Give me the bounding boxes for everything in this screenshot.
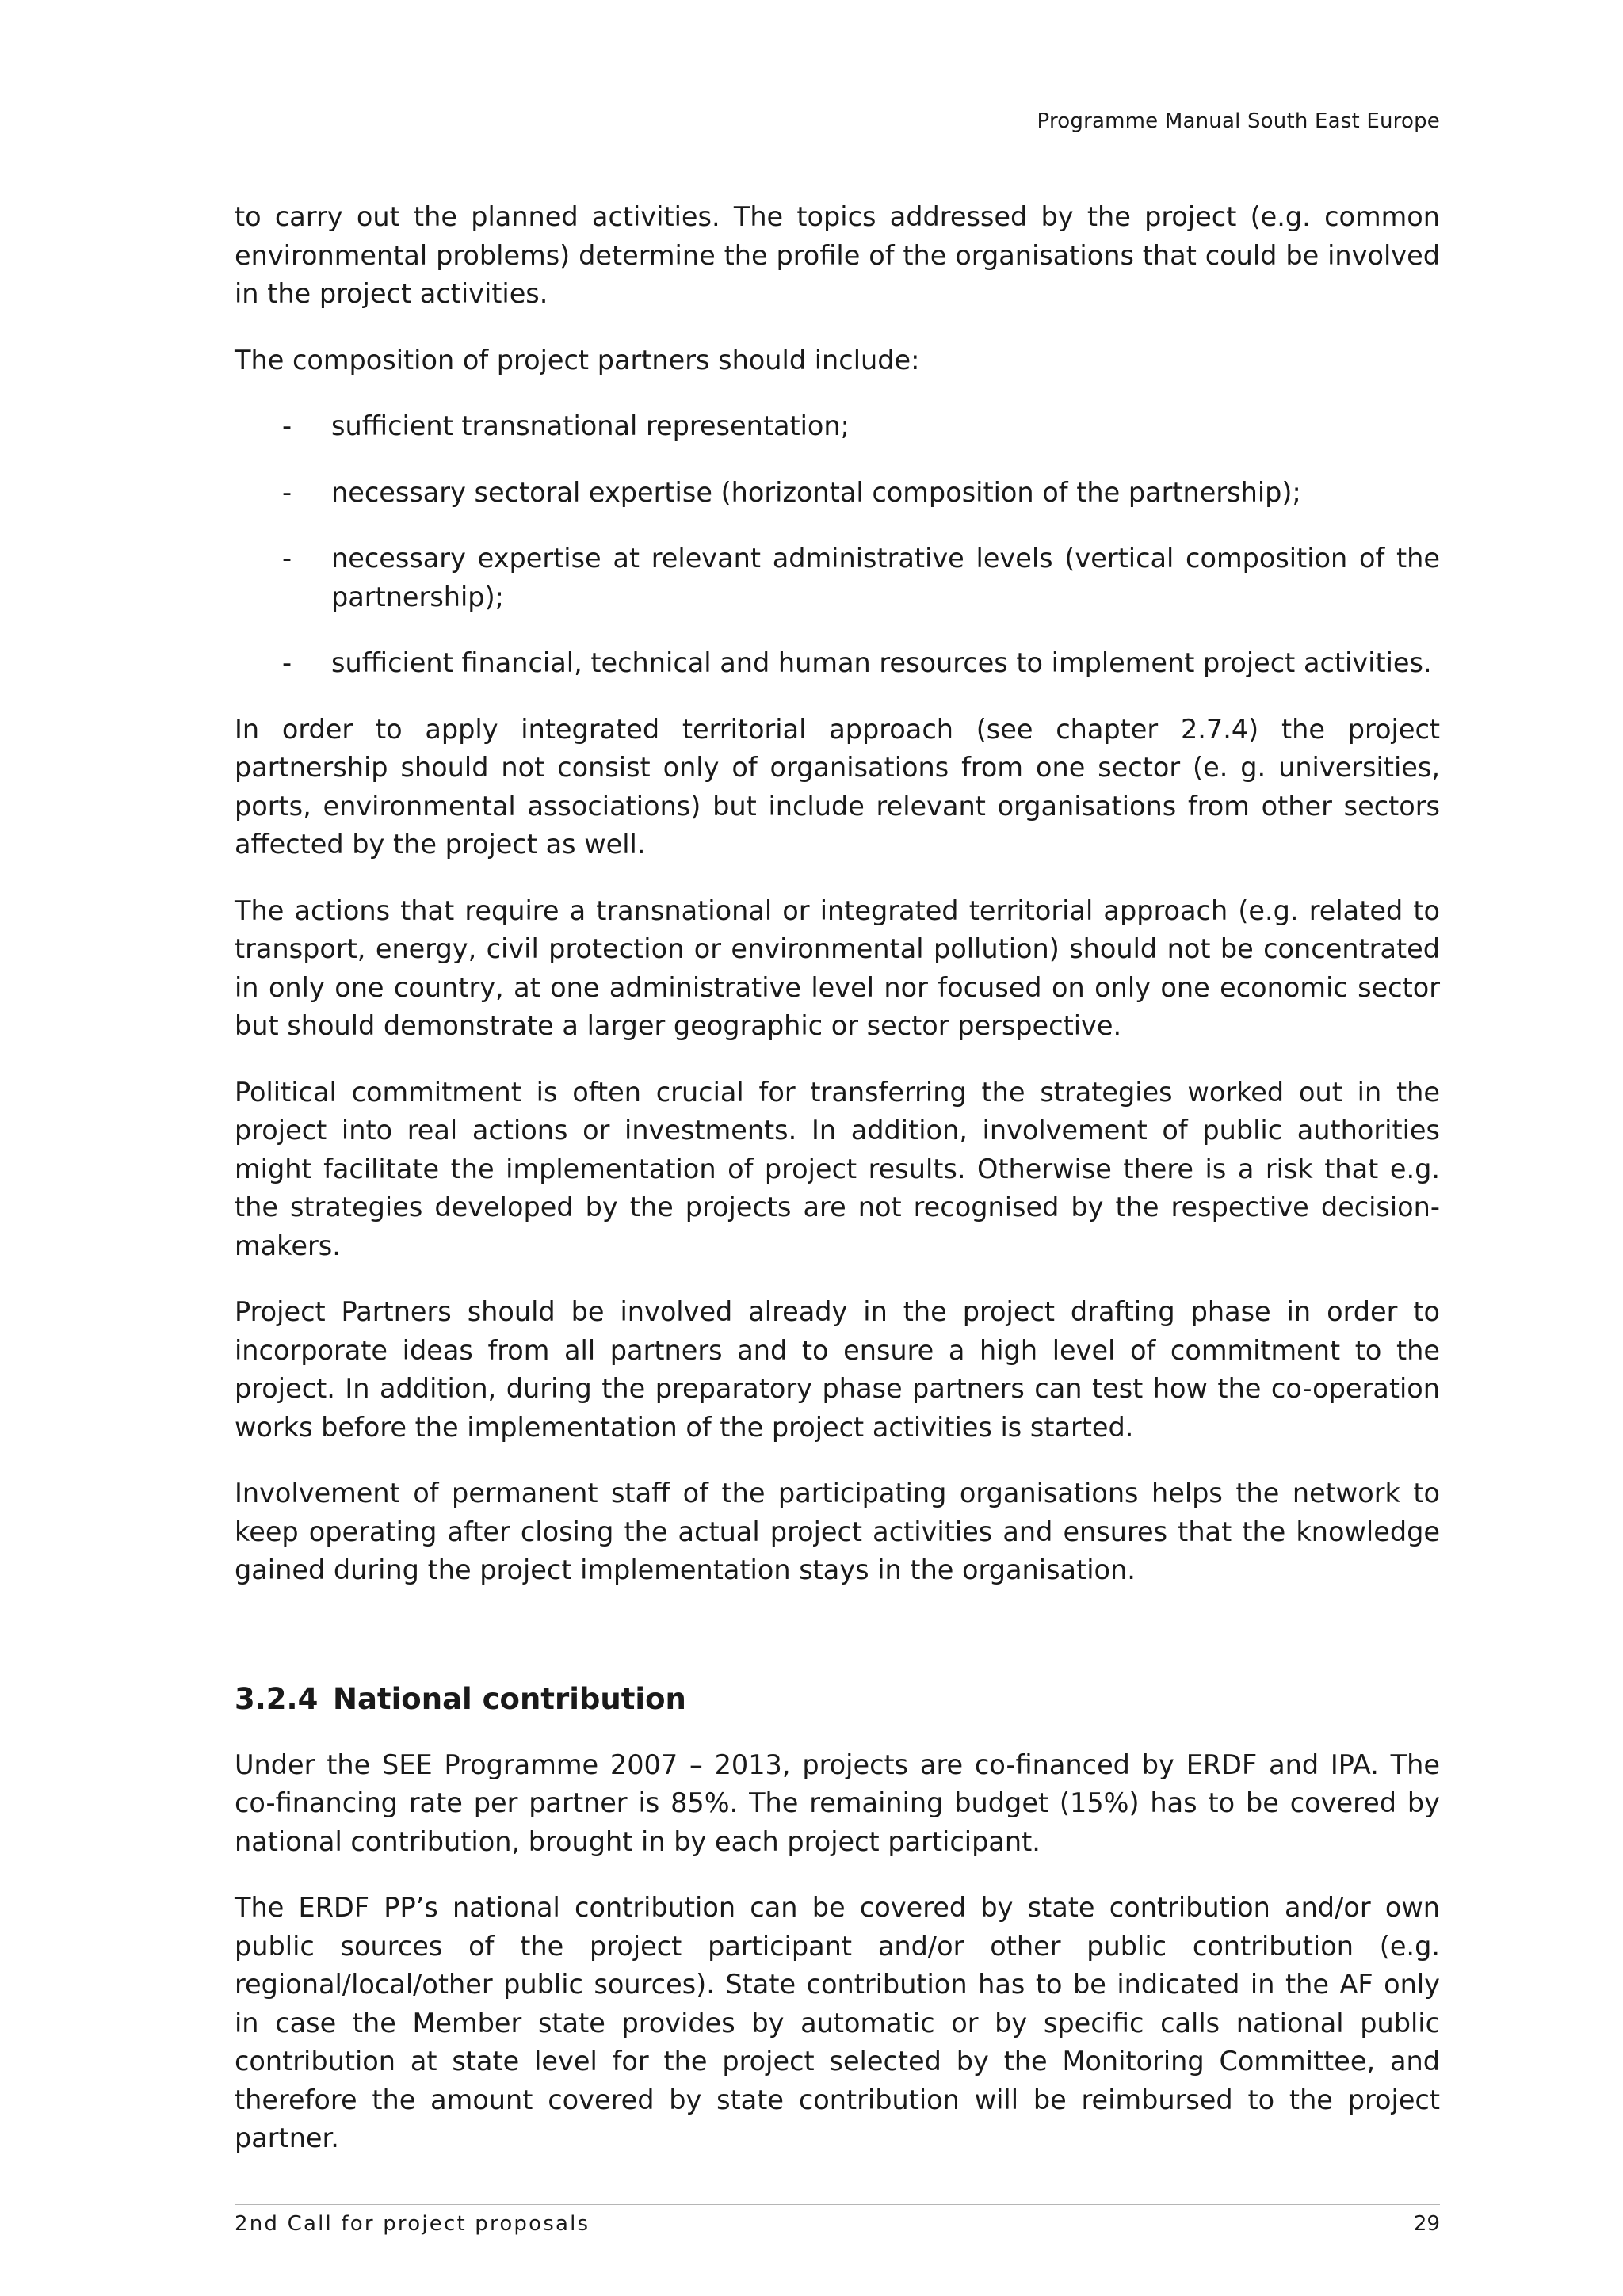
paragraph: Project Partners should be involved already in the project drafting phase in order to incorporate ideas from all partners and to ensure a high level of commitment to the project. In addition, during the preparatory phase partners can test how the co-operation works before the implementation of the project activities is started. <box>235 1296 1440 1443</box>
list-item <box>235 474 1440 513</box>
section-number: 3.2.4 <box>235 1681 319 1716</box>
list-item <box>235 644 1440 683</box>
paragraph: Political commitment is often crucial for transferring the strategies worked out in the project into real actions or investments. In addition, involvement of public authorities might facilitate the implementation of project results. Otherwise there is a risk that e.g. the strategies developed by the projects are not recognised by the respective decision-makers. <box>235 1076 1440 1261</box>
dash-bullet: - <box>282 543 292 574</box>
list-item-text: sufficient financial, technical and human resources to implement project activities. <box>331 647 1432 678</box>
paragraph: In order to apply integrated territorial approach (see chapter 2.7.4) the project partnership should not consist only of organisations from one sector (e. g. universities, ports, environmental associations) but include relevant organisations from other sectors affected by the project as well. <box>235 713 1440 860</box>
footer-call-title: 2nd Call for project proposals <box>235 2212 590 2236</box>
dash-bullet: - <box>282 476 292 508</box>
dash-bullet: - <box>282 410 292 441</box>
partner-composition-list <box>235 407 1440 683</box>
list-item <box>235 407 1440 446</box>
list-item-text: sufficient transnational representation; <box>331 410 850 441</box>
paragraph: The ERDF PP’s national contribution can be covered by state contribution and/or own public sources of the project participant and/or other public contribution (e.g. regional/local/other public sources). State contribution has to be indicated in the AF only in case the Member state provides by automatic or by specific calls national public contribution at state level for the project selected by the Monitoring Committee, and therefore the amount covered by state contribution will be reimbursed to the project partner. <box>235 1892 1440 2153</box>
main-content <box>235 198 1440 2186</box>
paragraph: Involvement of permanent staff of the participating organisations helps the network to keep operating after closing the actual project activities and ensures that the knowledge gained during the project implementation stays in the organisation. <box>235 1478 1440 1585</box>
footer-divider <box>235 2204 1440 2205</box>
paragraph: The composition of project partners should include: <box>235 344 920 376</box>
section-heading <box>235 1680 1440 1718</box>
list-item-text: necessary sectoral expertise (horizontal composition of the partnership); <box>331 476 1301 508</box>
paragraph: to carry out the planned activities. The topics addressed by the project (e.g. common environmental problems) determine the profile of the organisations that could be involved in the project activities. <box>235 201 1440 309</box>
paragraph: The actions that require a transnational or integrated territorial approach (e.g. related to transport, energy, civil protection or environmental pollution) should not be concentrated in only one country, at one administrative level nor focused on only one economic sector but should demonstrate a larger geographic or sector perspective. <box>235 894 1440 1041</box>
page-number: 29 <box>1413 2212 1440 2236</box>
running-header: Programme Manual South East Europe <box>1037 109 1440 133</box>
dash-bullet: - <box>282 647 292 678</box>
list-item <box>235 540 1440 616</box>
list-item-text: necessary expertise at relevant administrative levels (vertical composition of the partnership); <box>331 543 1440 612</box>
section-title: National contribution <box>333 1681 686 1716</box>
paragraph: Under the SEE Programme 2007 – 2013, projects are co-financed by ERDF and IPA. The co-financing rate per partner is 85%. The remaining budget (15%) has to be covered by national contribution, brought in by each project participant. <box>235 1749 1440 1857</box>
